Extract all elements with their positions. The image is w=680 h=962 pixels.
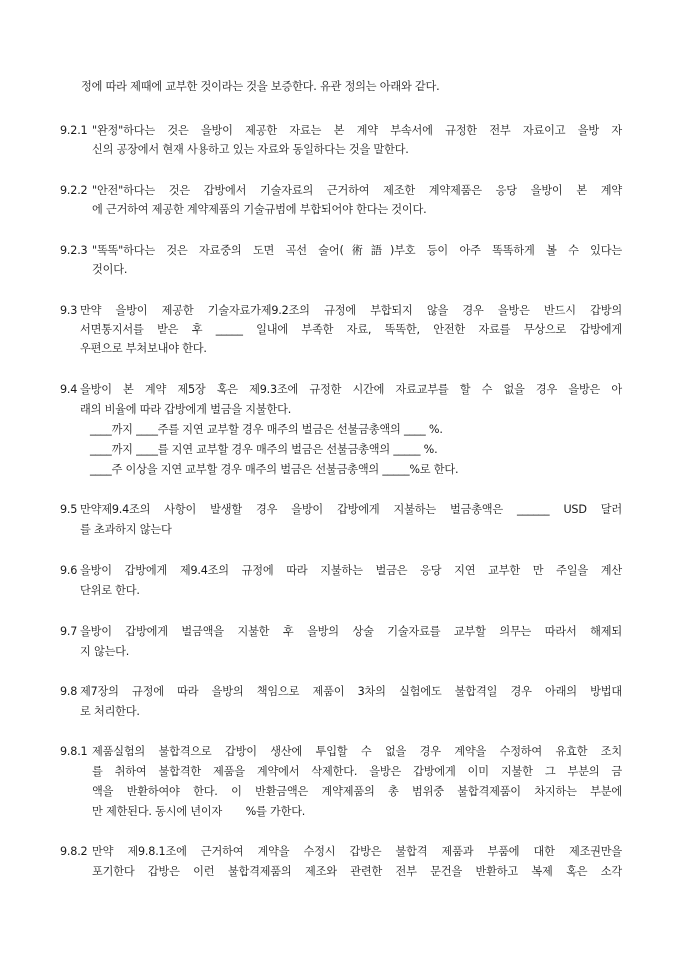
text-line: 서면통지서를 받은 후 _____ 일내에 부족한 자료, 똑똑한, 안전한 자료를 무상으로 갑방에게 [80, 323, 622, 336]
text-line: 만 제한된다. 동시에 년이자 %를 가한다. [92, 805, 306, 818]
text-line: 지 않는다. [80, 645, 130, 658]
clause-number: 9.7 [60, 625, 78, 638]
clause-number: 9.8 [60, 685, 78, 698]
text-line: 단위로 한다. [80, 584, 140, 597]
text-line: 만약제9.4조의 사항이 발생할 경우 을방이 갑방에게 지불하는 벌금총액은 ______ USD 달러 [80, 503, 622, 516]
text-line: 을방이 갑방에게 벌금액을 지불한 후 을방의 상술 기술자료를 교부할 의무는 따라서 해제되 [80, 625, 622, 638]
text-line: 만약 제9.8.1조에 근거하여 계약을 수정시 갑방은 불합격 제품과 부품에 대한 제조권만을 [92, 845, 622, 858]
penalty-rate-line: ____까지 ____를 지연 교부할 경우 매주의 벌금은 선불금총액의 _____ %. [90, 443, 438, 456]
text-line: "똑똑"하다는 것은 자료중의 도면 곡선 술어(術語)부호 등이 아주 똑똑하게 볼 수 있다는 [92, 244, 622, 257]
clause-number: 9.6 [60, 564, 78, 577]
text-line: 제7장의 규정에 따라 을방의 책임으로 제품이 3차의 실험에도 불합격일 경우 아래의 방법대 [80, 685, 622, 698]
clause-number: 9.5 [60, 503, 78, 516]
text-line: 만약 을방이 제공한 기술자료가제9.2조의 규정에 부합되지 않을 경우 을방은 반드시 갑방의 [80, 304, 622, 317]
penalty-rate-line: ____주 이상을 지연 교부할 경우 매주의 벌금은 선불금총액의 _____%로 한다. [90, 463, 459, 476]
text-line: 것이다. [92, 263, 128, 276]
penalty-rate-line: ____까지 ____주를 지연 교부할 경우 매주의 벌금은 선불금총액의 ____ %. [90, 423, 443, 436]
text-line: 제품실험의 불합격으로 갑방이 생산에 투입할 수 없을 경우 계약을 수정하여 유효한 조치 [92, 745, 622, 758]
text-line: 에 근거하여 제공한 계약제품의 기술규범에 부합되어야 한다는 것이다. [92, 203, 427, 216]
clause-number: 9.8.1 [60, 745, 88, 758]
text-line: 포기한다 갑방은 이런 불합격제품의 제조와 관련한 전부 문건을 반환하고 복제 혹은 소각 [92, 865, 622, 878]
text-line: 래의 비율에 따라 갑방에게 벌금을 지불한다. [80, 403, 292, 416]
text-line: 액을 반환하여야 한다. 이 반환금액은 계약제품의 총 범위중 불합격제품이 차지하는 부분에 [92, 785, 622, 798]
text-line: 을방이 갑방에게 제9.4조의 규정에 따라 지불하는 벌금은 응당 지연 교부한 만 주일을 계산 [80, 564, 622, 577]
text-line: "안전"하다는 것은 갑방에서 기술자료의 근거하여 제조한 계약제품은 응당 을방이 본 계약 [92, 184, 622, 197]
text-line: 로 처리한다. [80, 705, 140, 718]
clause-number: 9.8.2 [60, 845, 88, 858]
text-line: "완정"하다는 것은 을방이 제공한 자료는 본 계약 부속서에 규정한 전부 자료이고 을방 자 [92, 124, 622, 137]
text-line: 우편으로 부쳐보내야 한다. [80, 342, 207, 355]
text-line: 을방이 본 계약 제5장 혹은 제9.3조에 규정한 시간에 자료교부를 할 수 없을 경우 을방은 아 [80, 383, 622, 396]
clause-number: 9.4 [60, 383, 78, 396]
text-line: 신의 공장에서 현재 사용하고 있는 자료와 동일하다는 것을 말한다. [92, 143, 409, 156]
text-line: 를 초과하지 않는다 [80, 523, 172, 536]
clause-number: 9.2.2 [60, 184, 88, 197]
clause-number: 9.2.1 [60, 124, 88, 137]
clause-number: 9.3 [60, 304, 78, 317]
text-line: 정에 따라 제때에 교부한 것이라는 것을 보증한다. 유관 정의는 아래와 같다. [81, 80, 440, 93]
clause-number: 9.2.3 [60, 244, 88, 257]
text-line: 를 취하여 불합격한 제품을 계약에서 삭제한다. 을방은 갑방에게 이미 지불한 그 부분의 금 [92, 765, 622, 778]
